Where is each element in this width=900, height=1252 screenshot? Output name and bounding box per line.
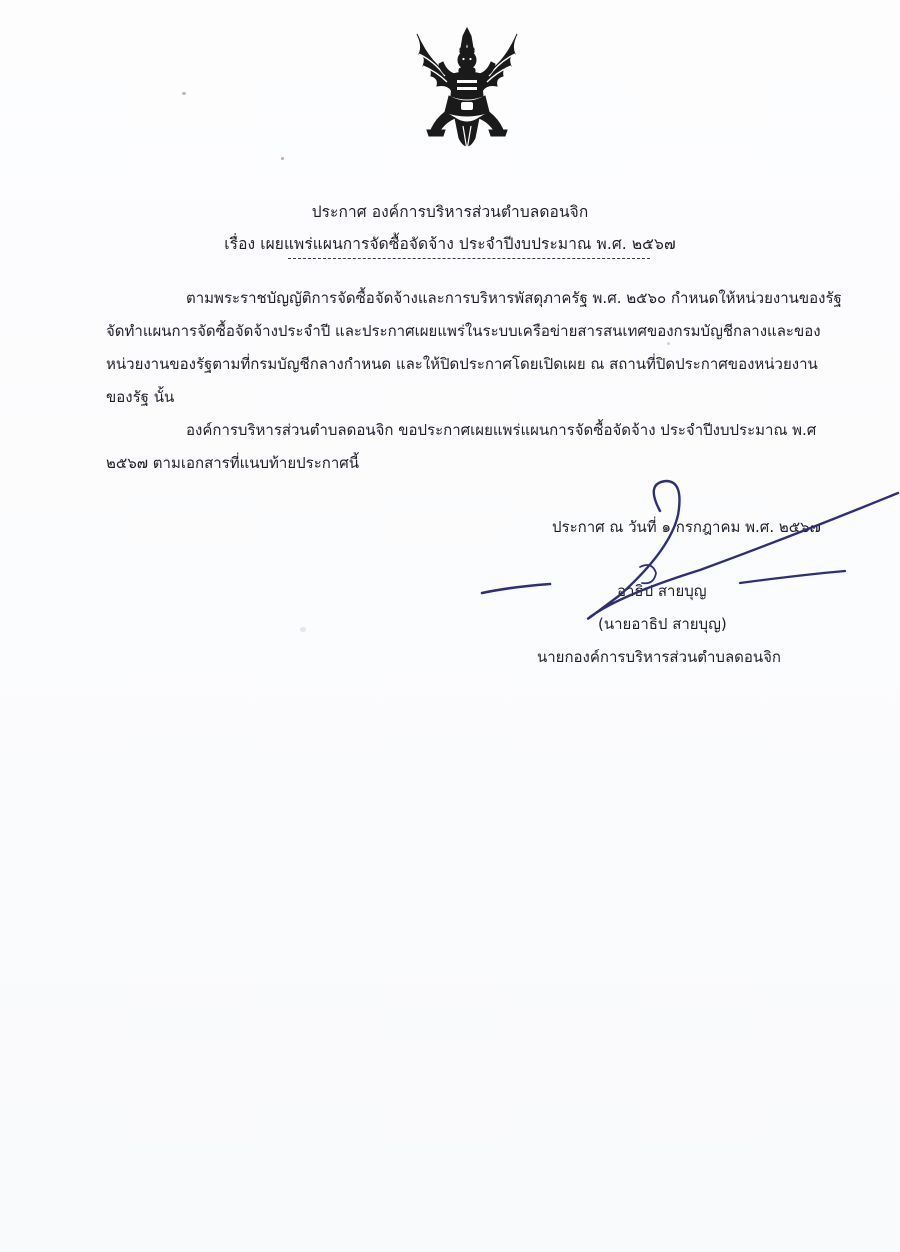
title-divider [288,258,650,259]
garuda-emblem-icon [405,26,530,156]
announcement-subject: เรื่อง เผยแพร่แผนการจัดซื้อจัดจ้าง ประจำปีงบประมาณ พ.ศ. ๒๕๖๗ [224,235,676,253]
signer-full-name: (นายอาธิป สายบุญ) [598,615,727,633]
announce-date: ประกาศ ณ วันที่ ๑ กรกฎาคม พ.ศ. ๒๕๖๗ [552,518,821,536]
scan-speck [667,342,670,345]
signer-name: อาธิป สายบุญ [617,582,707,600]
paragraph1-line1: ตามพระราชบัญญัติการจัดซื้อจัดจ้างและการบริหารพัสดุภาครัฐ พ.ศ. ๒๕๖๐ กำหนดให้หน่วยงานของรัฐ [186,289,842,307]
scan-speck [300,627,306,632]
paragraph1-line3: หน่วยงานของรัฐตามที่กรมบัญชีกลางกำหนด และให้ปิดประกาศโดยเปิดเผย ณ สถานที่ปิดประกาศของหน่วยงาน [106,355,818,373]
scan-speck [281,157,284,160]
scan-speck [182,92,186,95]
signer-position: นายกองค์การบริหารส่วนตำบลดอนจิก [537,648,782,666]
paragraph1-line2: จัดทำแผนการจัดซื้อจัดจ้างประจำปี และประกาศเผยแพร่ในระบบเครือข่ายสารสนเทศของกรมบัญชีกลางและของ [106,322,821,340]
paragraph2-line1: องค์การบริหารส่วนตำบลดอนจิก ขอประกาศเผยแพร่แผนการจัดซื้อจัดจ้าง ประจำปีงบประมาณ พ.ศ [186,421,817,439]
paragraph1-line4: ของรัฐ นั้น [106,388,175,406]
announcement-title: ประกาศ องค์การบริหารส่วนตำบลดอนจิก [311,203,589,221]
paragraph2-line2: ๒๕๖๗ ตามเอกสารที่แนบท้ายประกาศนี้ [106,454,360,472]
